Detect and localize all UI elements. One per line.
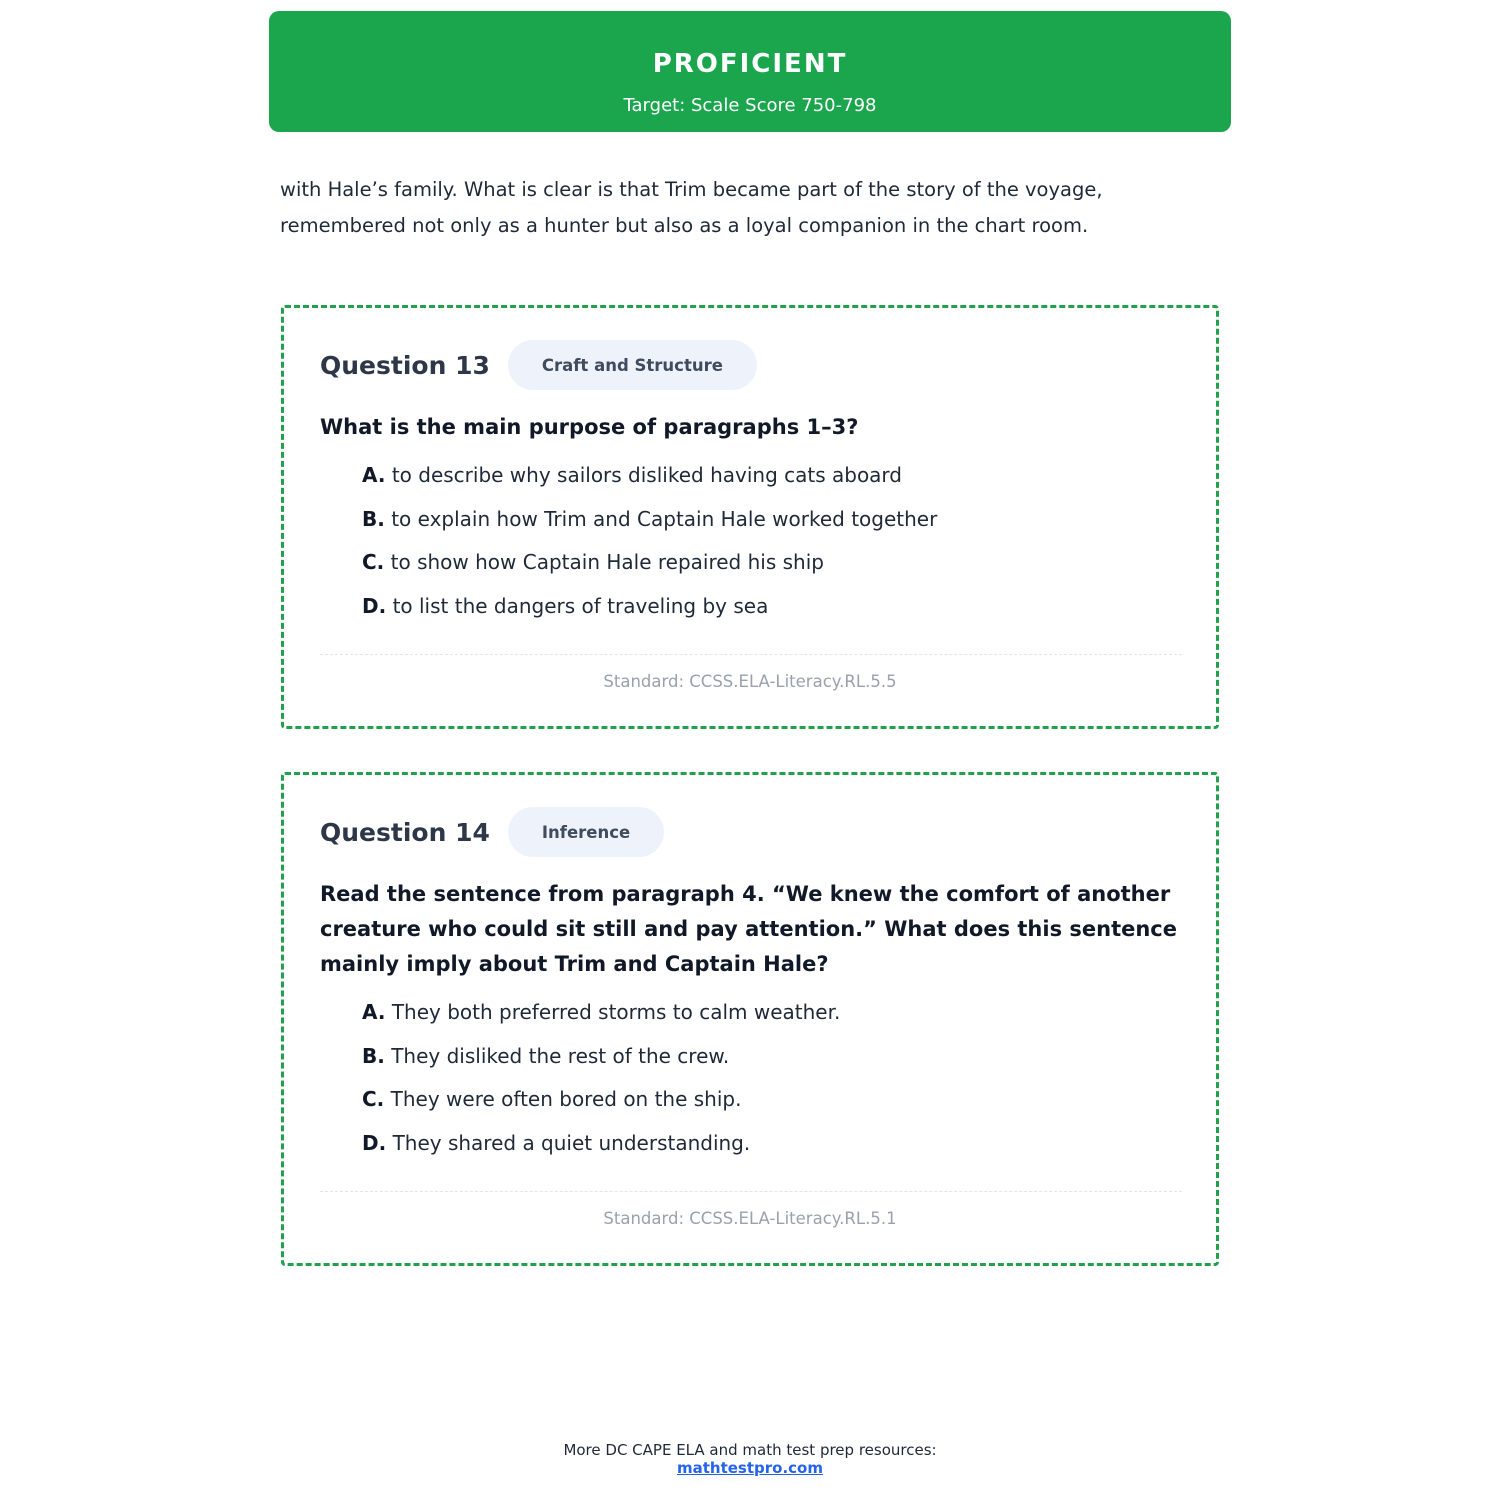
answer-choice[interactable] (362, 548, 937, 592)
choice-text: They both preferred storms to calm weather. (391, 1000, 841, 1024)
question-header (320, 340, 757, 390)
question-prompt: Read the sentence from paragraph 4. “We knew the comfort of another creature who could sit still and pay attention.” What does this sentence mainly imply about Trim and Captain Hale? (320, 882, 1177, 976)
choice-text: to show how Captain Hale repaired his ship (390, 550, 824, 575)
choice-text: They were often bored on the ship. (390, 1087, 742, 1112)
question-card (281, 772, 1219, 1266)
question-number: Question 14 (320, 817, 490, 847)
choice-letter: D. (362, 1131, 387, 1156)
question-card (281, 305, 1219, 729)
choice-text: to list the dangers of traveling by sea (392, 594, 769, 619)
answer-choice[interactable] (362, 1085, 840, 1129)
answer-choice[interactable] (362, 998, 840, 1042)
answer-choices (362, 461, 937, 636)
proficiency-banner (269, 11, 1231, 132)
choice-text: to describe why sailors disliked having cats aboard (391, 463, 902, 487)
choice-letter: C. (362, 550, 385, 575)
standard-label: Standard: CCSS.ELA-Literacy.RL.5.5 (603, 672, 897, 691)
choice-letter: A. (362, 463, 386, 487)
choice-text: They disliked the rest of the crew. (391, 1043, 730, 1068)
choice-letter: B. (362, 506, 385, 531)
choice-letter: D. (362, 594, 387, 619)
divider (320, 1191, 1182, 1192)
banner-subtitle: Target: Scale Score 750-798 (623, 95, 877, 116)
answer-choice[interactable] (362, 1042, 840, 1086)
footer (0, 1441, 1500, 1477)
choice-text: They shared a quiet understanding. (392, 1131, 751, 1156)
standard-label: Standard: CCSS.ELA-Literacy.RL.5.1 (603, 1209, 897, 1228)
answer-choice[interactable] (362, 505, 937, 549)
footer-text: More DC CAPE ELA and math test prep resources: (563, 1441, 937, 1459)
question-category-tag: Craft and Structure (508, 340, 757, 390)
answer-choices (362, 998, 840, 1173)
answer-choice[interactable] (362, 461, 937, 505)
answer-choice[interactable] (362, 1129, 840, 1173)
question-prompt: What is the main purpose of paragraphs 1–3? (320, 415, 859, 439)
choice-letter: C. (362, 1087, 385, 1112)
question-number: Question 13 (320, 350, 490, 380)
question-header (320, 807, 664, 857)
divider (320, 654, 1182, 655)
question-category-tag: Inference (508, 807, 664, 857)
choice-text: to explain how Trim and Captain Hale worked together (391, 506, 938, 531)
banner-title: PROFICIENT (652, 49, 848, 79)
answer-choice[interactable] (362, 592, 937, 636)
choice-letter: B. (362, 1043, 385, 1068)
choice-letter: A. (362, 1000, 386, 1024)
passage-text: with Hale’s family. What is clear is that Trim became part of the story of the voyage, remembered not only as a hunter but also as a loyal companion in the chart room. (280, 178, 1103, 237)
footer-link[interactable]: mathtestpro.com (676, 1459, 823, 1477)
